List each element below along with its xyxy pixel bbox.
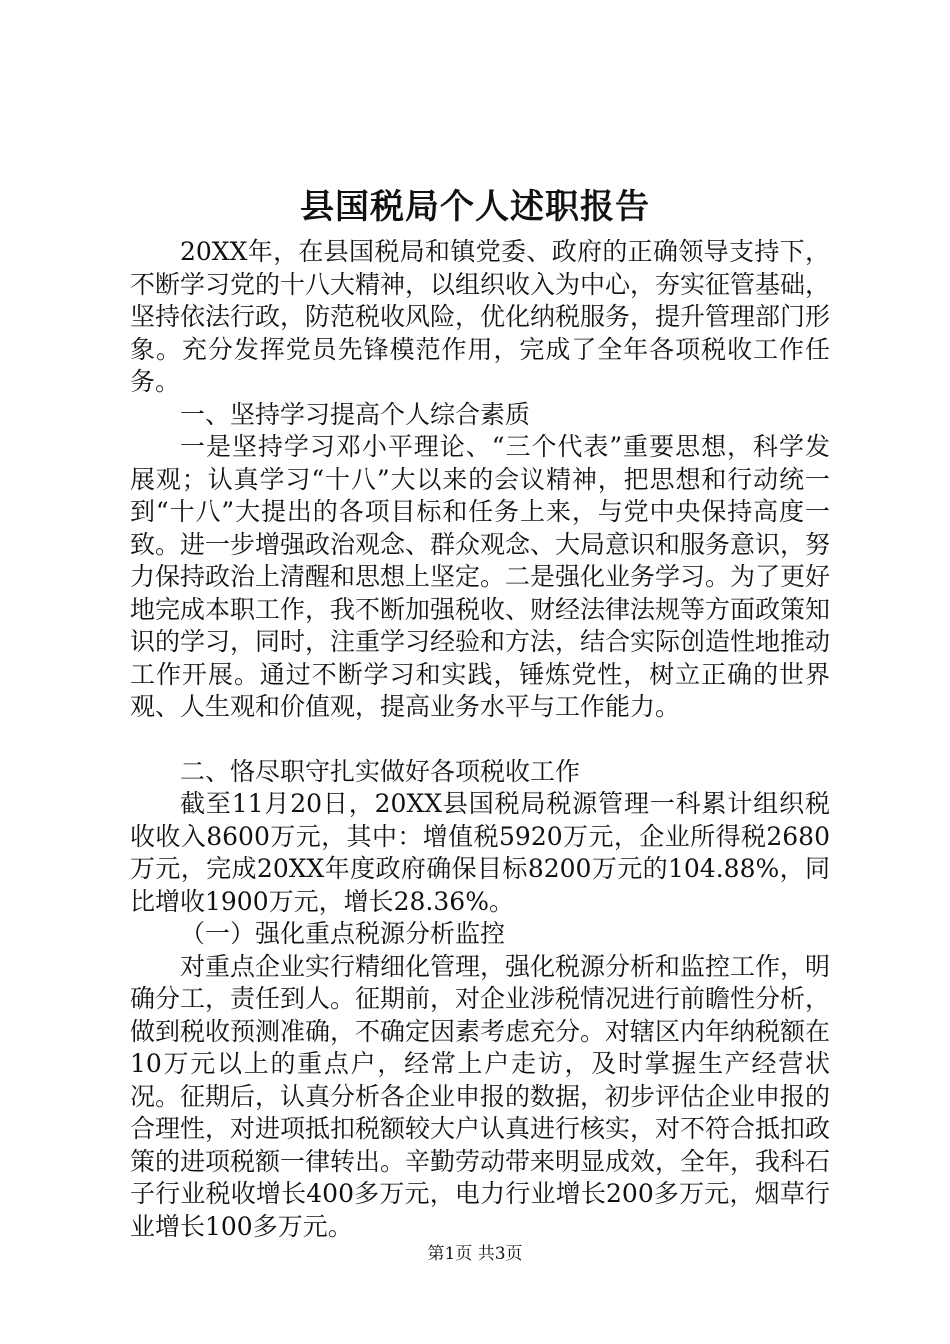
section-heading-1: 一、坚持学习提高个人综合素质 (180, 399, 531, 429)
intro-paragraph: 20XX年，在县国税局和镇党委、政府的正确领导支持下，不断学习党的十八大精神，以组织收入为中心，夯实征管基础，坚持依法行政，防范税收风险，优化纳税服务，提升管理部门形象。充分发挥党员先锋模范作用，完成了全年各项税收工作任务。 (130, 237, 831, 396)
document-body (130, 236, 830, 1243)
section-2-paragraph: 截至11月20日，20XX县国税局税源管理一科累计组织税收收入8600万元，其中：增值税5920万元，企业所得税2680万元，完成20XX年度政府确保目标8200万元的104.88%，同比增收1900万元，增长28.36%。 (130, 789, 830, 916)
page-number: 第1页 共3页 (427, 1244, 523, 1264)
document-title: 县国税局个人述职报告 (300, 187, 650, 227)
subsection-heading-1: （一）强化重点税源分析监控 (180, 919, 506, 948)
subsection-1-paragraph: 对重点企业实行精细化管理，强化税源分析和监控工作，明确分工，责任到人。征期前，对企业涉税情况进行前瞻性分析，做到税收预测准确，不确定因素考虑充分。对辖区内年纳税额在10万元以上的重点户，经常上户走访，及时掌握生产经营状况。征期后，认真分析各企业申报的数据，初步评估企业申报的合理性，对进项抵扣税额较大户认真进行核实，对不符合抵扣政策的进项税额一律转出。辛勤劳动带来明显成效，全年，我科石子行业税收增长400多万元，电力行业增长200多万元，烟草行业增长100多万元。 (130, 951, 831, 1241)
section-1-paragraph: 一是坚持学习邓小平理论、“三个代表”重要思想，科学发展观；认真学习“十八”大以来的会议精神，把思想和行动统一到“十八”大提出的各项目标和任务上来，与党中央保持高度一致。进一步增强政治观念、群众观念、大局意识和服务意识，努力保持政治上清醒和思想上坚定。二是强化业务学习。为了更好地完成本职工作，我不断加强税收、财经法律法规等方面政策知识的学习，同时，注重学习经验和方法，结合实际创造性地推动工作开展。通过不断学习和实践，锤炼党性，树立正确的世界观、人生观和价值观，提高业务水平与工作能力。 (130, 432, 831, 721)
section-heading-2: 二、恪尽职守扎实做好各项税收工作 (180, 756, 581, 786)
